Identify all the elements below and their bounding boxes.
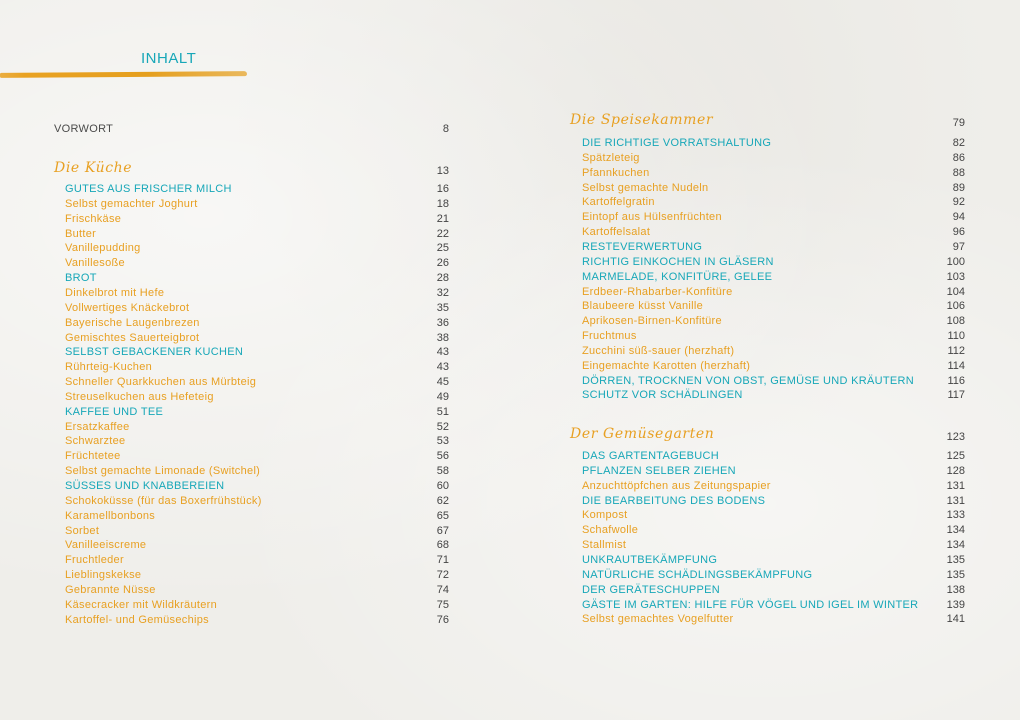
entry-page: 18: [436, 197, 449, 210]
entry-title: Spätzleteig: [582, 151, 640, 164]
entry-page: 43: [436, 346, 449, 359]
toc-entry[interactable]: [582, 299, 965, 314]
toc-entry[interactable]: [65, 509, 449, 524]
toc-entry[interactable]: [65, 420, 449, 435]
entry-title: DIE RICHTIGE VORRATSHALTUNG: [582, 137, 772, 149]
entry-page: 131: [946, 479, 965, 492]
toc-entry[interactable]: [65, 538, 449, 553]
toc-entry[interactable]: [582, 285, 965, 300]
entry-page: 110: [947, 330, 965, 343]
toc-entry[interactable]: [65, 405, 449, 420]
toc-entry[interactable]: [65, 271, 449, 286]
toc-entry[interactable]: [582, 612, 965, 627]
toc-entry[interactable]: [582, 166, 965, 181]
entry-title: PFLANZEN SELBER ZIEHEN: [582, 464, 736, 477]
entry-title: Selbst gemachte Nudeln: [582, 181, 709, 194]
entry-page: 74: [436, 583, 449, 596]
entry-title: SELBST GEBACKENER KUCHEN: [65, 346, 244, 359]
entry-page: 128: [946, 464, 965, 477]
entry-page: 86: [952, 151, 965, 164]
entry-page: 104: [946, 285, 965, 298]
toc-entry[interactable]: [65, 583, 449, 598]
entry-page: 141: [946, 613, 965, 626]
toc-entry[interactable]: [582, 388, 965, 403]
entry-title: Pfannkuchen: [582, 166, 650, 179]
toc-entry[interactable]: [582, 553, 965, 568]
entry-title: DER GERÄTESCHUPPEN: [582, 583, 721, 596]
toc-entry[interactable]: [65, 227, 449, 242]
toc-entry[interactable]: [65, 197, 449, 212]
toc-entry[interactable]: [65, 434, 449, 449]
toc-entry[interactable]: [582, 479, 965, 494]
entry-title: Schneller Quarkkuchen aus Mürbteig: [65, 376, 257, 389]
toc-entry[interactable]: [582, 225, 965, 240]
entry-title: Butter: [65, 227, 97, 240]
toc-entry[interactable]: [65, 464, 449, 479]
entry-title: Selbst gemachtes Vogelfutter: [582, 613, 734, 626]
entry-title: VORWORT: [54, 123, 114, 135]
entry-title: Rührteig-Kuchen: [65, 361, 153, 374]
entry-page: 75: [436, 598, 449, 611]
entry-title: Erdbeer-Rhabarber-Konfitüre: [582, 285, 733, 298]
entry-page: 82: [952, 137, 965, 149]
entry-title: Zucchini süß-sauer (herzhaft): [582, 344, 735, 357]
entry-page: 134: [946, 539, 965, 552]
entry-page: 89: [952, 181, 965, 194]
toc-entry[interactable]: [65, 375, 449, 390]
entry-title: DAS GARTENTAGEBUCH: [582, 450, 720, 462]
toc-entry[interactable]: [582, 449, 965, 464]
toc-entry[interactable]: [582, 494, 965, 509]
entry-title: MARMELADE, KONFITÜRE, GELEE: [582, 270, 773, 283]
toc-entry[interactable]: [65, 449, 449, 464]
toc-entry[interactable]: [65, 331, 449, 346]
toc-entry[interactable]: [582, 270, 965, 285]
entry-title: Vollwertiges Knäckebrot: [65, 301, 190, 314]
entry-page: 65: [436, 509, 449, 522]
entry-page: 53: [436, 435, 449, 448]
entry-title: Blaubeere küsst Vanille: [582, 300, 704, 313]
toc-entry[interactable]: [65, 212, 449, 227]
entry-page: 94: [952, 211, 965, 224]
entry-page: 100: [946, 255, 965, 268]
entry-title: Karamellbonbons: [65, 509, 156, 522]
toc-entry[interactable]: [582, 568, 965, 583]
entry-page: 68: [436, 539, 449, 552]
entry-title: Selbst gemachte Limonade (Switchel): [65, 465, 261, 478]
entry-title: DÖRREN, TROCKNEN VON OBST, GEMÜSE UND KRÄUTERN: [582, 374, 915, 387]
toc-entry[interactable]: [582, 508, 965, 523]
entry-page: 135: [946, 553, 965, 566]
toc-entry-vorwort[interactable]: [54, 122, 449, 137]
entry-title: Dinkelbrot mit Hefe: [65, 286, 165, 299]
toc-entry[interactable]: [582, 210, 965, 225]
toc-entry[interactable]: [582, 523, 965, 538]
entry-title: RICHTIG EINKOCHEN IN GLÄSERN: [582, 255, 774, 268]
entry-title: Schokoküsse (für das Boxerfrühstück): [65, 494, 262, 507]
entry-page: 45: [436, 376, 449, 389]
entry-title: Fruchtmus: [582, 330, 637, 343]
toc-entry[interactable]: [582, 374, 965, 389]
entry-title: Frischkäse: [65, 212, 122, 225]
entry-page: 135: [946, 568, 965, 581]
entry-page: 125: [946, 450, 965, 462]
entry-page: 134: [946, 524, 965, 537]
entry-page: 58: [436, 465, 449, 478]
entry-page: 28: [436, 272, 449, 285]
chapter-title-kueche[interactable]: [54, 160, 449, 179]
entry-title: SCHUTZ VOR SCHÄDLINGEN: [582, 389, 743, 402]
entry-page: 138: [946, 583, 965, 596]
entry-page: 21: [436, 212, 449, 225]
toc-entry[interactable]: [582, 195, 965, 210]
toc-entry[interactable]: [65, 360, 449, 375]
entry-title: Kartoffelsalat: [582, 226, 651, 239]
toc-entry[interactable]: [65, 479, 449, 494]
entry-title: Bayerische Laugenbrezen: [65, 316, 200, 329]
entry-page: 52: [436, 420, 449, 433]
entry-page: 71: [436, 554, 449, 567]
entry-page: 67: [436, 524, 449, 537]
chapter-page: 13: [436, 165, 449, 177]
entry-page: 60: [436, 480, 449, 492]
chapter-title: Der Gemüsegarten: [570, 426, 715, 442]
entry-title: Kartoffel- und Gemüsechips: [65, 613, 209, 626]
entry-title: Vanilleeiscreme: [65, 539, 147, 552]
entry-page: 103: [946, 270, 965, 283]
entry-title: GÄSTE IM GARTEN: HILFE FÜR VÖGEL UND IGEL IM WINTER: [582, 598, 919, 611]
toc-entry[interactable]: [65, 182, 449, 197]
toc-entry[interactable]: [65, 301, 449, 316]
entry-page: 56: [436, 450, 449, 463]
entry-title: Eintopf aus Hülsenfrüchten: [582, 211, 722, 224]
entry-title: Kompost: [582, 509, 628, 522]
entry-page: 139: [946, 598, 965, 611]
entry-title: Käsecracker mit Wildkräutern: [65, 598, 218, 611]
entry-page: 25: [436, 242, 449, 255]
entry-title: Vanillesoße: [65, 257, 125, 270]
heading-brush-stroke: [0, 71, 247, 78]
entry-title: SÜSSES UND KNABBEREIEN: [65, 480, 225, 492]
toc-entry[interactable]: [65, 568, 449, 583]
entry-title: Gemischtes Sauerteigbrot: [65, 331, 200, 344]
entry-page: 32: [436, 286, 449, 299]
entry-page: 43: [436, 361, 449, 374]
toc-entry[interactable]: [65, 598, 449, 613]
chapter-page: 79: [952, 117, 965, 129]
entry-page: 92: [952, 196, 965, 209]
entry-title: Ersatzkaffee: [65, 420, 130, 433]
toc-entry[interactable]: [582, 538, 965, 553]
entry-page: 22: [436, 227, 449, 240]
entry-page: 112: [947, 344, 965, 357]
entry-page: 16: [436, 183, 449, 195]
entry-title: Anzuchttöpfchen aus Zeitungspapier: [582, 479, 771, 492]
entry-page: 106: [946, 300, 965, 313]
entry-title: Vanillepudding: [65, 242, 141, 255]
chapter-page: 123: [946, 431, 965, 443]
entry-title: BROT: [65, 272, 97, 285]
toc-entry[interactable]: [582, 583, 965, 598]
toc-entry[interactable]: [582, 598, 965, 613]
entry-title: Schafwolle: [582, 524, 639, 537]
chapter-title-speisekammer[interactable]: [570, 112, 965, 131]
entry-title: Früchtetee: [65, 450, 121, 463]
toc-entry[interactable]: [582, 464, 965, 479]
entry-page: 49: [436, 390, 449, 403]
entry-page: 116: [947, 374, 965, 387]
entry-page: 26: [436, 257, 449, 270]
entry-title: Fruchtleder: [65, 554, 124, 567]
entry-page: 108: [946, 315, 965, 328]
toc-entry[interactable]: [582, 344, 965, 359]
entry-title: Stallmist: [582, 539, 627, 552]
entry-title: Selbst gemachter Joghurt: [65, 197, 198, 210]
entry-title: Sorbet: [65, 524, 100, 537]
toc-heading: INHALT: [141, 50, 197, 67]
entry-page: 51: [436, 405, 449, 418]
toc-entry[interactable]: [582, 329, 965, 344]
entry-page: 133: [946, 509, 965, 522]
toc-entry[interactable]: [65, 524, 449, 539]
toc-entry[interactable]: [582, 240, 965, 255]
entry-title: Streuselkuchen aus Hefeteig: [65, 390, 214, 403]
toc-entry[interactable]: [65, 286, 449, 301]
chapter-title-gemuesegarten[interactable]: [570, 426, 965, 445]
entry-title: Gebrannte Nüsse: [65, 583, 156, 596]
entry-page: 8: [442, 123, 449, 135]
entry-page: 97: [952, 240, 965, 253]
chapter-title: Die Küche: [54, 160, 133, 176]
entry-page: 88: [952, 166, 965, 179]
entry-page: 38: [436, 331, 449, 344]
entry-title: KAFFEE UND TEE: [65, 405, 164, 418]
entry-page: 72: [436, 569, 449, 582]
entry-title: NATÜRLICHE SCHÄDLINGSBEKÄMPFUNG: [582, 568, 813, 581]
entry-page: 131: [946, 494, 965, 507]
chapter-title: Die Speisekammer: [570, 112, 714, 128]
entry-page: 117: [947, 389, 965, 402]
entry-title: UNKRAUTBEKÄMPFUNG: [582, 553, 718, 566]
entry-page: 35: [436, 301, 449, 314]
entry-page: 114: [947, 359, 965, 372]
toc-entry[interactable]: [65, 345, 449, 360]
toc-entry[interactable]: [582, 359, 965, 374]
entry-page: 36: [436, 316, 449, 329]
toc-entry[interactable]: [582, 136, 965, 151]
toc-entry[interactable]: [65, 256, 449, 271]
entry-page: 62: [436, 494, 449, 507]
entry-title: Schwarztee: [65, 435, 126, 448]
toc-entry[interactable]: [65, 316, 449, 331]
entry-title: Eingemachte Karotten (herzhaft): [582, 359, 751, 372]
toc-entry[interactable]: [65, 553, 449, 568]
toc-entry[interactable]: [65, 613, 449, 628]
entry-title: RESTEVERWERTUNG: [582, 240, 703, 253]
toc-entry[interactable]: [582, 151, 965, 166]
entry-page: 96: [952, 226, 965, 239]
entry-title: GUTES AUS FRISCHER MILCH: [65, 183, 232, 195]
entry-title: Kartoffelgratin: [582, 196, 655, 209]
toc-entry[interactable]: [65, 390, 449, 405]
entry-title: Lieblingskekse: [65, 569, 142, 582]
entry-page: 76: [436, 613, 449, 626]
entry-title: DIE BEARBEITUNG DES BODENS: [582, 494, 766, 507]
toc-entry[interactable]: [582, 314, 965, 329]
toc-entry[interactable]: [65, 241, 449, 256]
toc-entry[interactable]: [65, 494, 449, 509]
entry-title: Aprikosen-Birnen-Konfitüre: [582, 315, 722, 328]
toc-entry[interactable]: [582, 181, 965, 196]
toc-entry[interactable]: [582, 255, 965, 270]
